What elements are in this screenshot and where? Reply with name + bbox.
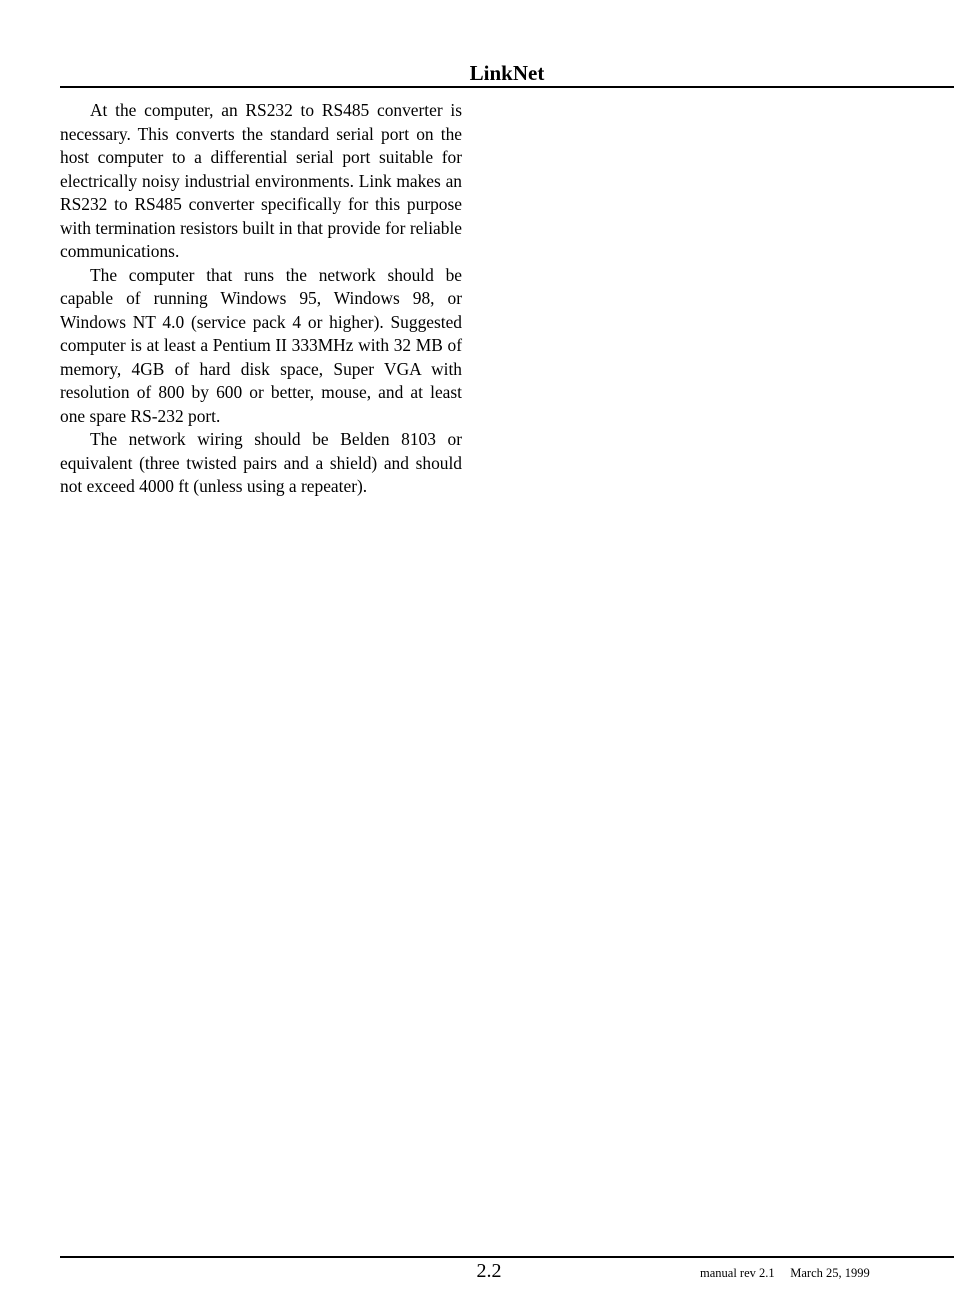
footer-revision-info [700,1265,870,1281]
footer-date: March 25, 1999 [790,1266,870,1280]
header-title-text: LinkNet [469,61,545,85]
paragraph-network-wiring: The network wiring should be Belden 8103 or equivalent (three twisted pairs and a shield) and should not exceed 4000 ft (unless using a repeater). [60,429,462,496]
paragraph-converter: At the computer, an RS232 to RS485 converter is necessary. This converts the standard serial port on the host computer to a differential serial port suitable for electrically noisy industrial environments. Link makes an RS232 to RS485 converter specifically for this purpose with termination resistors built in that provide for reliable communications. [60,100,462,261]
paragraph-computer-requirements: The computer that runs the network should be capable of running Windows 95, Windows 98, or Windows NT 4.0 (service pack 4 or higher). Suggested computer is at least a Pentium II 333MHz with 32 MB of memory, 4GB of hard disk space, Super VGA with resolution of 800 by 600 or better, mouse, and at least one spare RS-232 port. [60,264,462,426]
page-header-title [60,61,954,85]
footer-rule [60,1256,954,1258]
page-number: 2.2 [476,1260,502,1282]
header-rule [60,86,954,88]
footer-revision: manual rev 2.1 [700,1266,775,1280]
body-text-column [60,99,462,499]
